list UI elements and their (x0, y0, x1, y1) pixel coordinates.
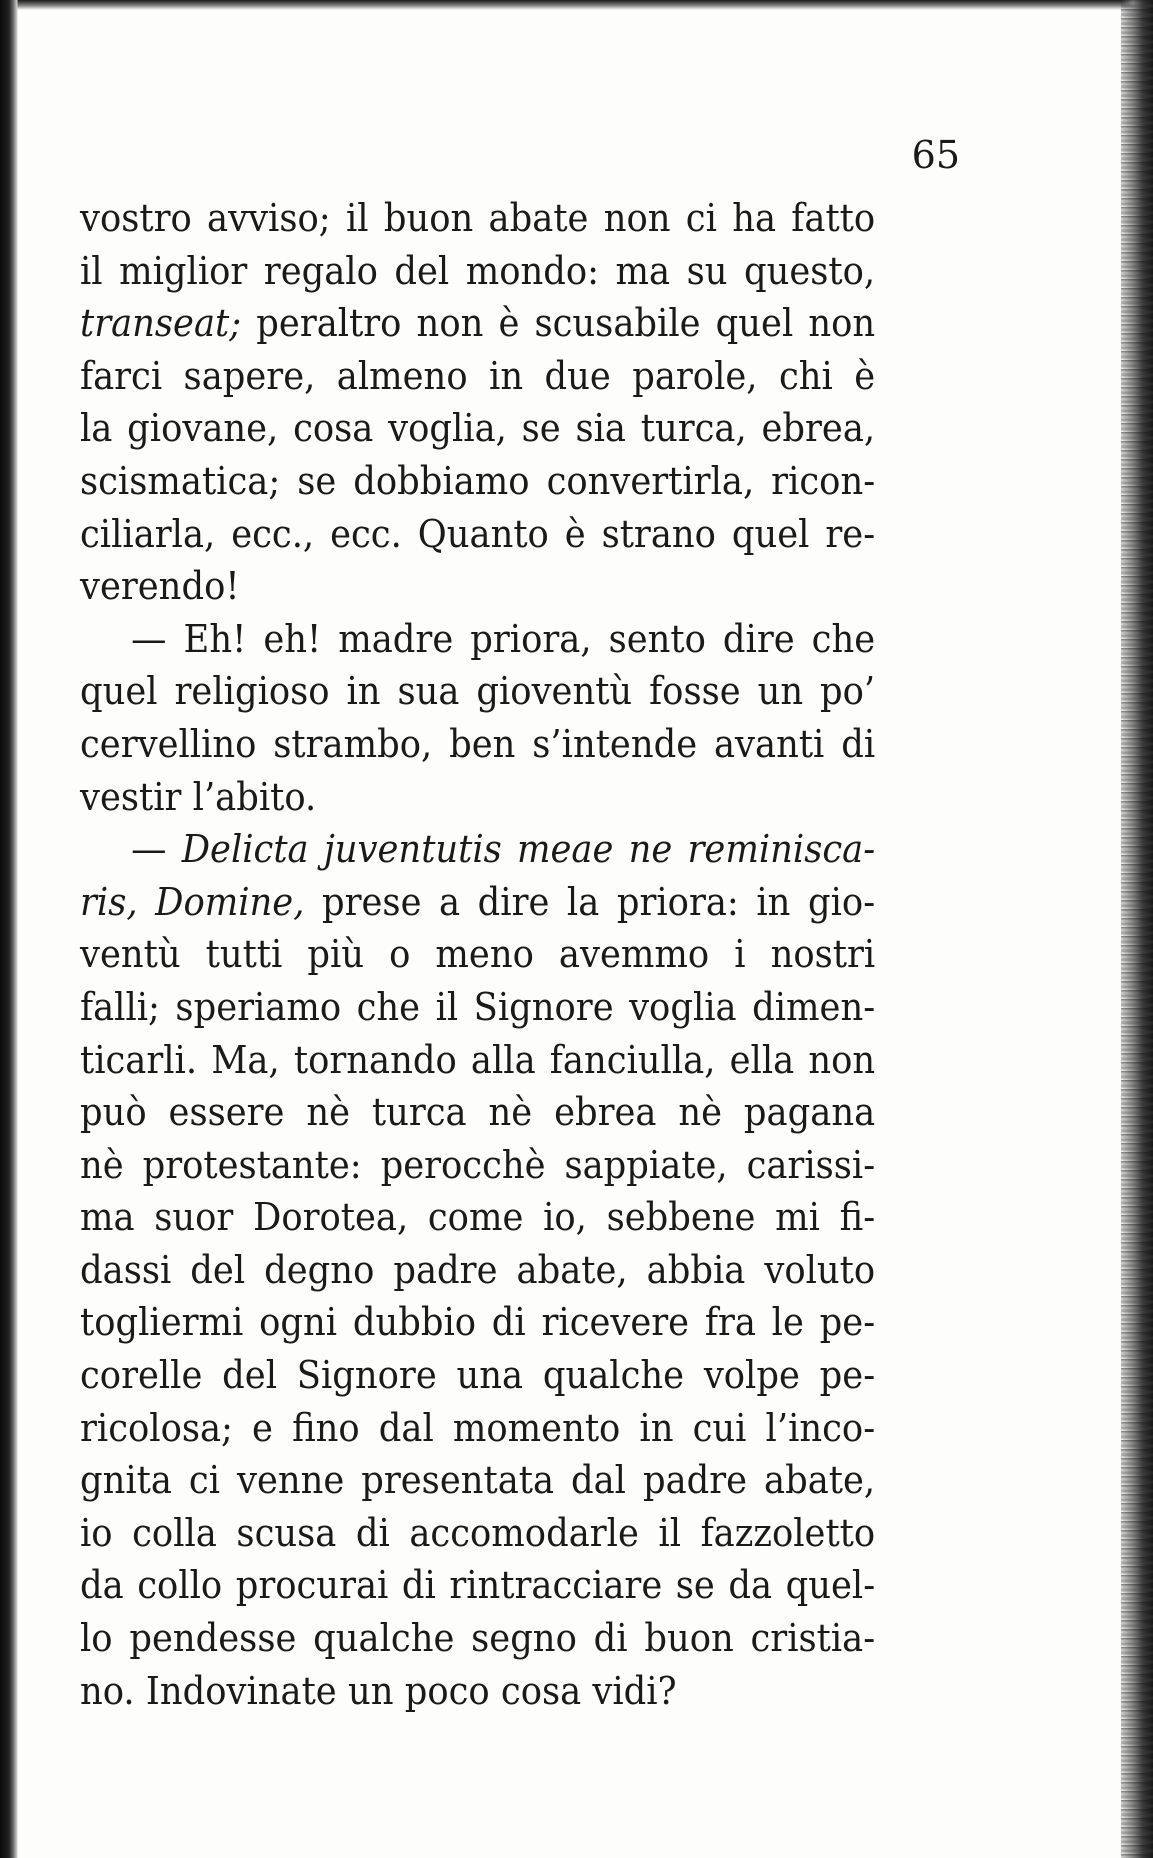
scan-top-edge (0, 0, 1153, 10)
text-line: no. Indovinate un poco cosa vidi? (80, 1668, 677, 1713)
text-line: togliermi ogni dubbio di ricevere fra le pe- (80, 1300, 876, 1345)
text-line: il miglior regalo del mondo: ma su questo, (80, 248, 876, 293)
text-line: quel religioso in sua gioventù fosse un po’ (80, 669, 876, 714)
italic-phrase: transeat; (80, 301, 242, 346)
scan-left-edge (0, 0, 18, 1858)
text-line: farci sapere, almeno in due parole, chi è (80, 353, 876, 398)
text-line: nè protestante: perocchè sappiate, carissi- (80, 1142, 876, 1187)
body-text (80, 192, 875, 1717)
page-number: 65 (911, 133, 960, 177)
text-line: falli; speriamo che il Signore voglia dimen- (80, 984, 876, 1029)
text-line: — Eh! eh! madre priora, sento dire che (131, 616, 876, 661)
text-line: ris, Domine, prese a dire la priora: in gio- (80, 879, 876, 924)
text-line: vostro avviso; il buon abate non ci ha fatto (80, 196, 876, 240)
text-line: ricolosa; e fino dal momento in cui l’inco- (80, 1405, 876, 1450)
text-line: può essere nè turca nè ebrea nè pagana (80, 1090, 876, 1135)
text-line: transeat; peraltro non è scusabile quel non (80, 301, 876, 346)
text-line: corelle del Signore una qualche volpe pe- (80, 1353, 876, 1398)
italic-phrase: Delicta juventutis meae ne reminisca- (181, 827, 876, 872)
text-line: scismatica; se dobbiamo convertirla, ricon- (80, 458, 876, 503)
text-line: ticarli. Ma, tornando alla fanciulla, ella non (80, 1037, 876, 1082)
text-line: lo pendesse qualche segno di buon cristia- (80, 1616, 876, 1661)
italic-phrase: ris, Domine, (80, 879, 305, 924)
text-line: ciliarla, ecc., ecc. Quanto è strano quel re- (80, 511, 876, 556)
text-line: verendo! (80, 564, 240, 609)
text-line: la giovane, cosa voglia, se sia turca, ebrea, (80, 406, 876, 451)
text-line: ma suor Dorotea, come io, sebbene mi fi- (80, 1195, 876, 1240)
text-line: cervellino strambo, ben s’intende avanti di (80, 721, 876, 766)
text-line: gnita ci venne presentata dal padre abate, (80, 1458, 876, 1503)
text-line: ventù tutti più o meno avemmo i nostri (80, 932, 876, 977)
text-line: da collo procurai di rintracciare se da quel- (80, 1563, 876, 1608)
scan-right-edge (1121, 0, 1153, 1858)
text-line: dassi del degno padre abate, abbia voluto (80, 1247, 876, 1292)
text-line: — Delicta juventutis meae ne reminisca- (131, 827, 876, 872)
text-line: io colla scusa di accomodarle il fazzoletto (80, 1510, 876, 1555)
text-line: vestir l’abito. (80, 774, 317, 819)
